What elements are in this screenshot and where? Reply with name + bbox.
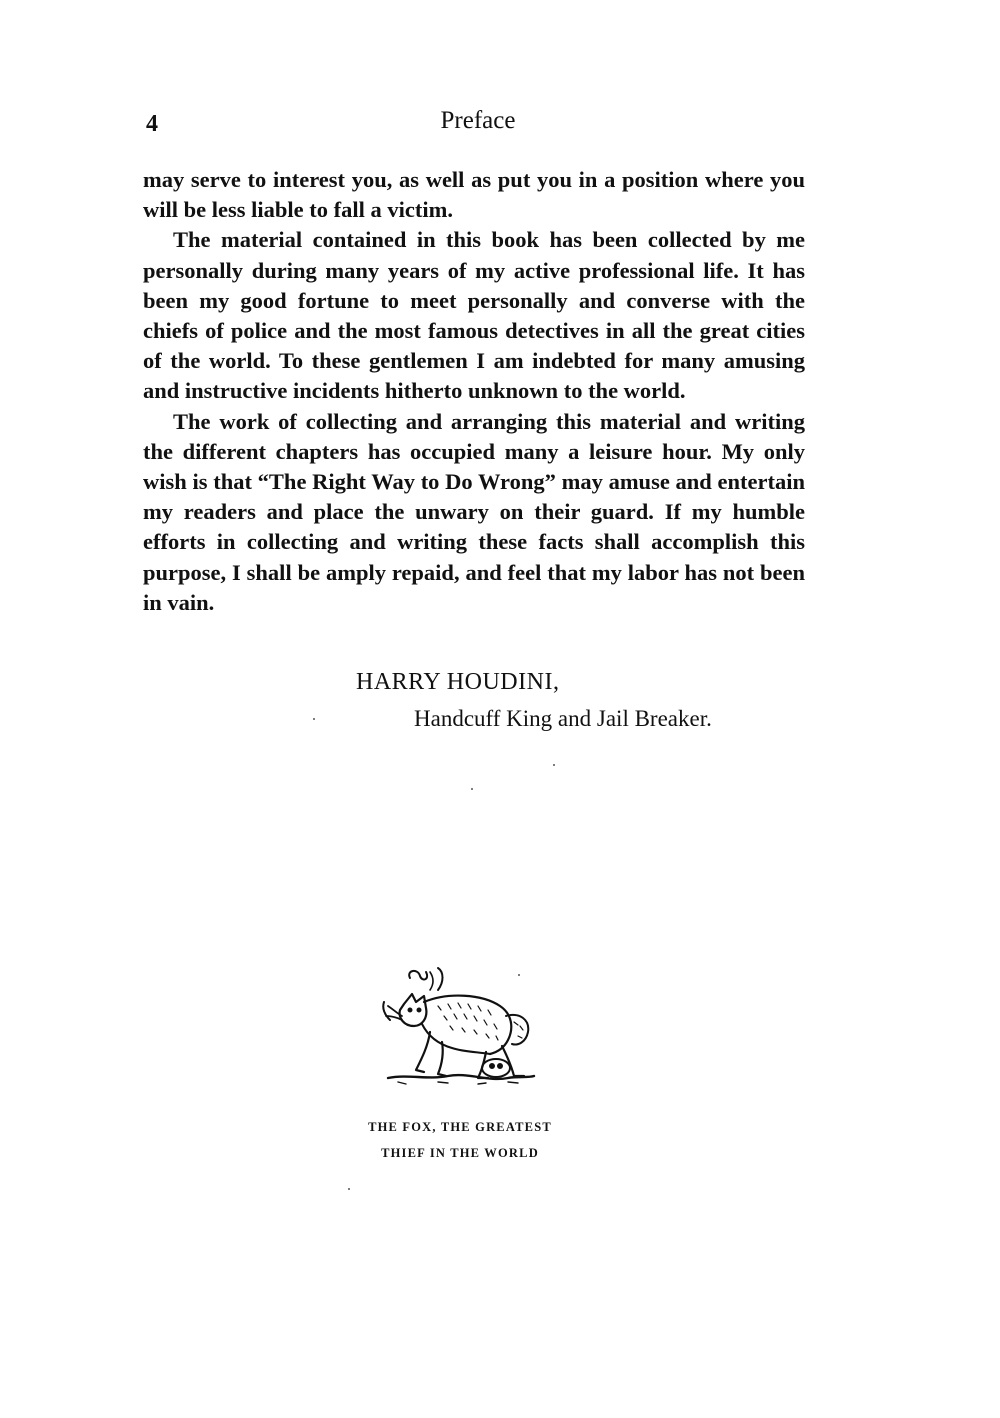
page-number: 4 — [146, 111, 158, 137]
paragraph-work: The work of collecting and arranging this material and writing the different chapters has occupied many a leisure hour. My only wish is that “The Right Way to Do Wrong” may amuse and entertain my readers and place the unwary on their guard. If my humble efforts in collecting and writing these facts shall accomplish this purpose, I shall be amply repaid, and feel that my labor has not been in vain. — [143, 408, 805, 615]
caption-line-1: THE FOX, THE GREATEST — [368, 1120, 552, 1134]
speck — [348, 1188, 350, 1190]
signature-title: Handcuff King and Jail Breaker. — [414, 706, 712, 731]
speck — [553, 764, 555, 766]
signature-name: HARRY HOUDINI, — [356, 669, 560, 695]
fox-illustration-icon — [378, 966, 538, 1094]
illustration-caption — [330, 1114, 590, 1166]
paragraph-continued: may serve to interest you, as well as put you in a position where you will be less liable to fall a victim. — [143, 167, 805, 223]
body-text — [143, 165, 805, 618]
speck — [313, 718, 315, 720]
running-title — [0, 106, 1000, 136]
speck — [471, 788, 473, 790]
running-title-text: Preface — [440, 107, 516, 134]
paragraph-material: The material contained in this book has been collected by me personally during many years of my active professional life. It has been my good fortune to meet personally and converse with the chiefs of police and the most famous detectives in all the great cities of the world. To these gentlemen I am indebted for many amusing and instructive incidents hitherto unknown to the world. — [143, 227, 805, 404]
caption-line-2: THIEF IN THE WORLD — [381, 1146, 539, 1160]
